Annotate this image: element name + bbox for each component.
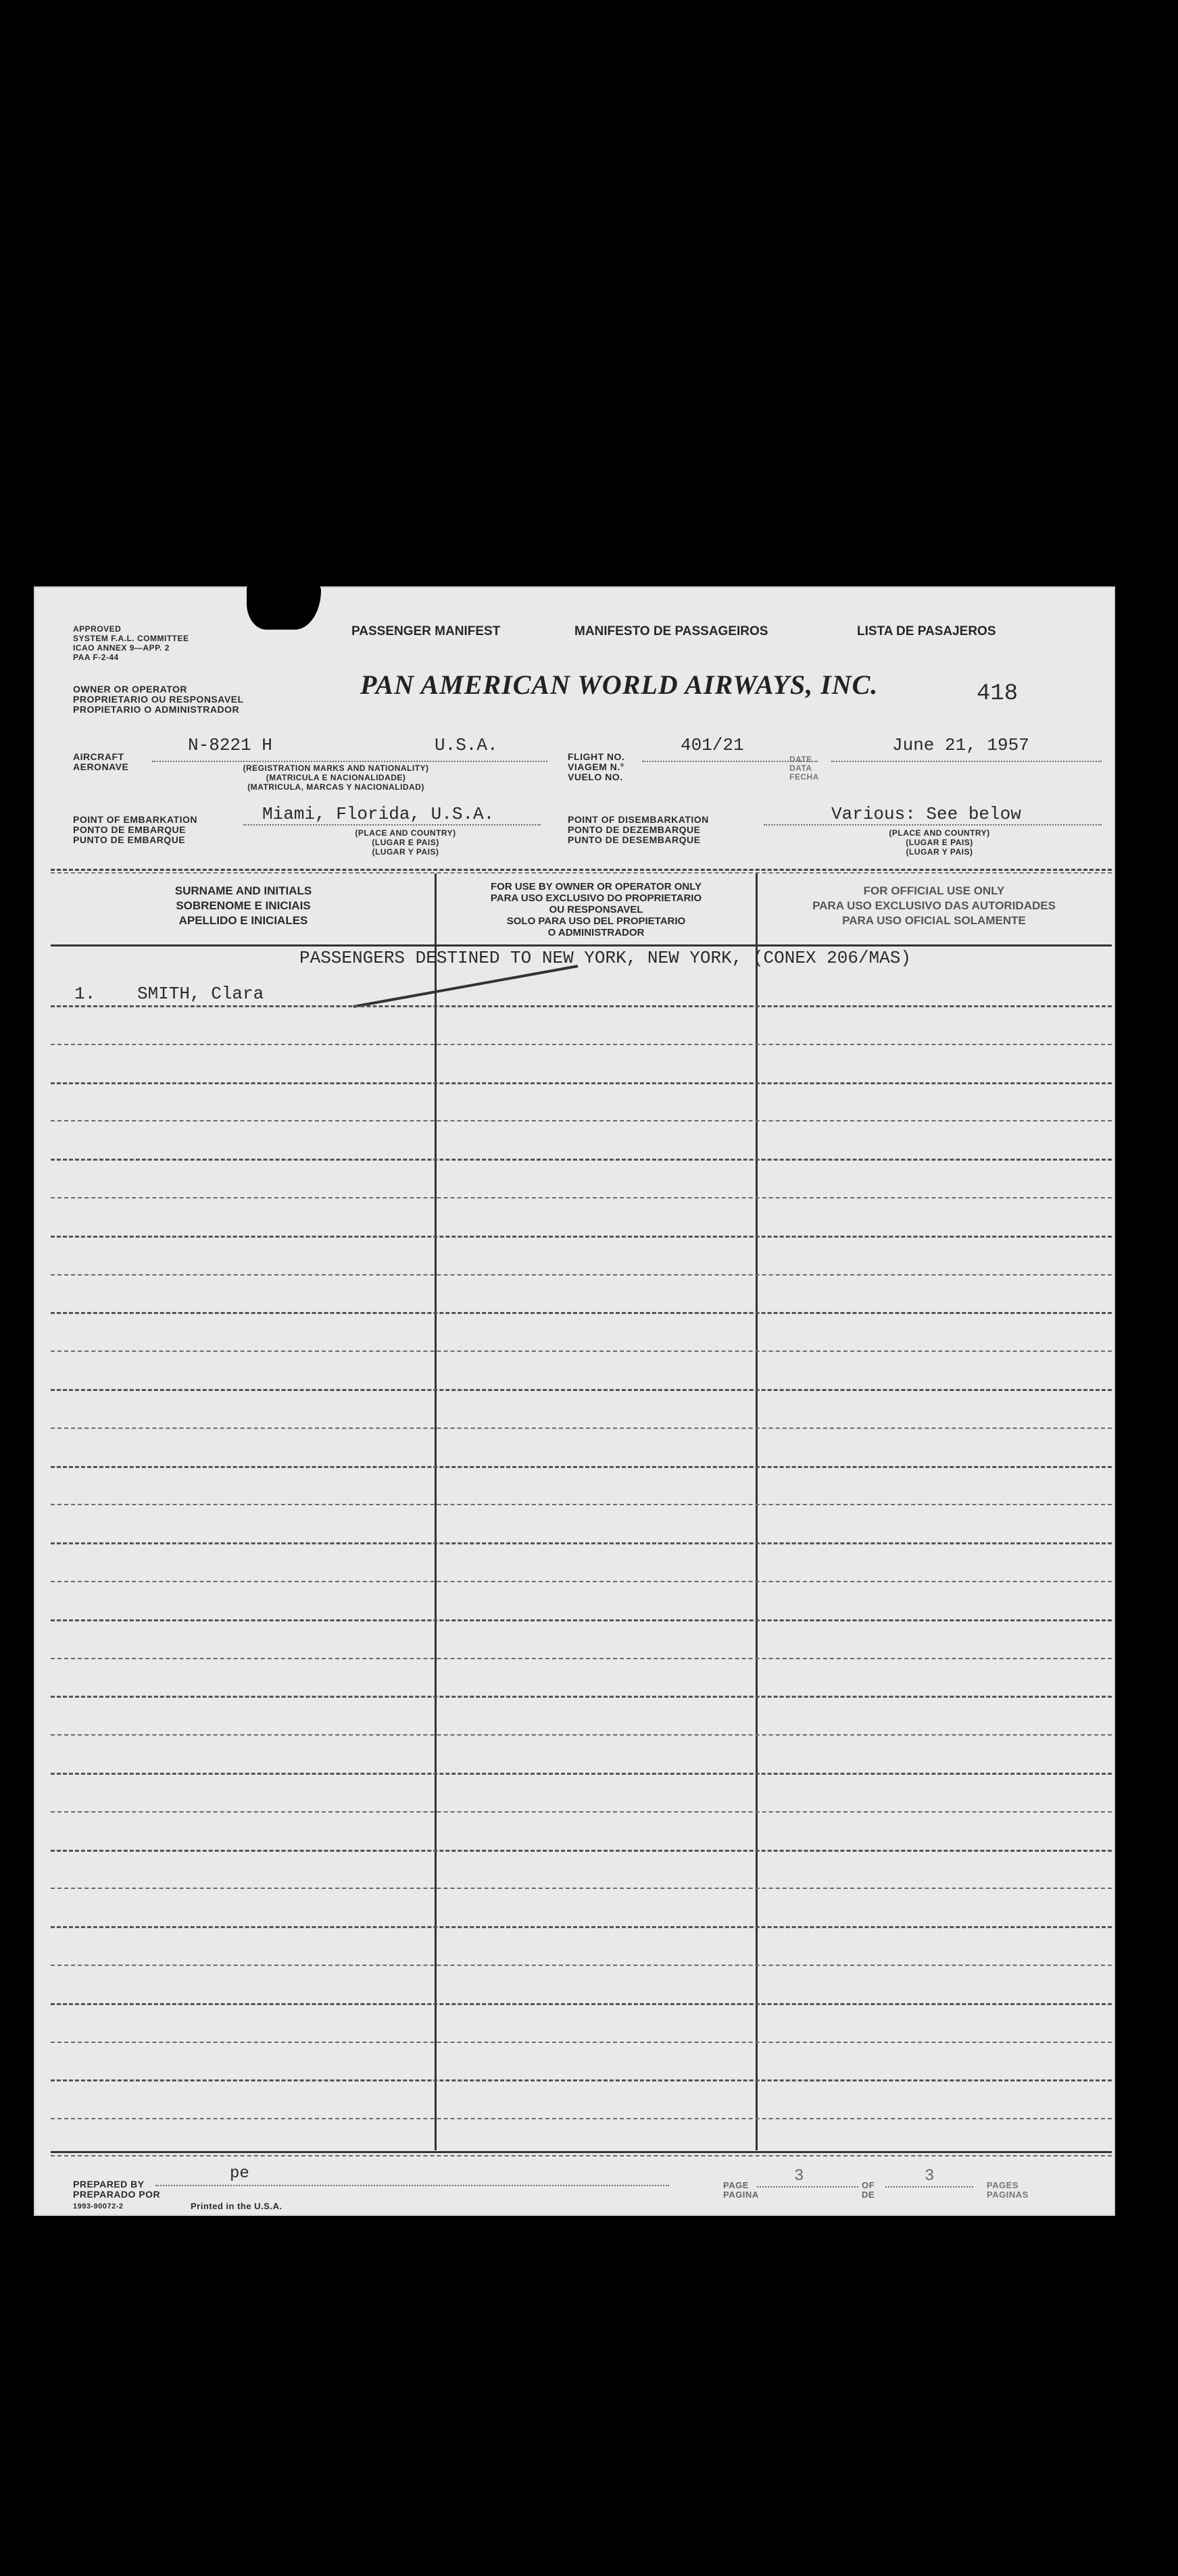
pen-stroke-mark — [351, 963, 581, 1011]
column-header-line: PARA USO EXCLUSIVO DAS AUTORIDADES — [812, 899, 1056, 912]
approval-line: SYSTEM F.A.L. COMMITTEE — [73, 634, 189, 643]
pages-label: PAGINAS — [987, 2190, 1029, 2200]
approval-line: PAA F-2-44 — [73, 653, 119, 662]
row-rule — [51, 1236, 1112, 1238]
row-rule — [51, 1926, 1112, 1928]
disembark-value: Various: See below — [831, 804, 1021, 824]
row-rule — [51, 1197, 1112, 1198]
row-rule — [51, 1044, 1112, 1045]
row-rule — [51, 1120, 1112, 1121]
column-header-operator — [438, 881, 754, 938]
row-rule — [51, 2042, 1112, 2043]
row-rule — [51, 2118, 1112, 2119]
pages-label: PAGES — [987, 2180, 1019, 2190]
aircraft-label: AERONAVE — [73, 761, 129, 772]
row-rule — [51, 1082, 1112, 1084]
registration-sub-label: (MATRICULA E NACIONALIDADE) — [266, 773, 406, 782]
date-label: DATE — [789, 755, 812, 764]
company-name: PAN AMERICAN WORLD AIRWAYS, INC. — [360, 670, 879, 700]
registration-sub-label: (MATRICULA, MARCAS Y NACIONALIDAD) — [247, 782, 424, 792]
column-divider-1 — [435, 874, 437, 2150]
column-header-line: O ADMINISTRADOR — [547, 927, 645, 938]
torn-corner — [247, 584, 321, 630]
prepared-labels — [73, 2179, 160, 2200]
place-sub-label: (LUGAR E PAIS) — [906, 838, 973, 847]
prepared-underline — [155, 2185, 669, 2186]
page-underline — [757, 2186, 858, 2188]
column-header-line: PARA USO EXCLUSIVO DO PROPRIETARIO — [490, 892, 702, 904]
prepared-label: PREPARED BY — [73, 2179, 145, 2190]
row-rule — [51, 1159, 1112, 1161]
embark-label: PONTO DE EMBARQUE — [73, 824, 186, 835]
aircraft-underline — [152, 761, 547, 762]
date-label: FECHA — [789, 772, 819, 782]
column-header-line: FOR USE BY OWNER OR OPERATOR ONLY — [491, 881, 702, 892]
row-rule — [51, 1274, 1112, 1276]
date-label: DATA — [789, 763, 812, 773]
passenger-name: SMITH, Clara — [137, 984, 264, 1004]
page-label: PAGINA — [723, 2190, 759, 2200]
owner-labels — [73, 684, 244, 715]
row-rule — [51, 2003, 1112, 2005]
row-rule — [51, 1619, 1112, 1621]
column-header-line: APELLIDO E INICIALES — [178, 914, 308, 927]
aircraft-label: AIRCRAFT — [73, 751, 124, 762]
disembark-place-labels — [872, 828, 1007, 857]
registration-sub-labels — [224, 763, 447, 792]
embark-value: Miami, Florida, U.S.A. — [262, 804, 495, 824]
flight-number: 401/21 — [681, 735, 744, 755]
row-rule — [51, 1965, 1112, 1966]
manifest-sheet — [34, 586, 1115, 2216]
row-rule — [51, 1389, 1112, 1391]
title-english: PASSENGER MANIFEST — [351, 624, 501, 638]
sheet-number: 418 — [977, 681, 1019, 707]
header-bottom-rule — [51, 944, 1112, 946]
place-sub-label: (PLACE AND COUNTRY) — [355, 828, 456, 838]
disembark-label: PUNTO DE DESEMBARQUE — [568, 834, 701, 845]
title-portuguese: MANIFESTO DE PASSAGEIROS — [574, 624, 768, 638]
approval-line: ICAO ANNEX 9—APP. 2 — [73, 643, 170, 653]
flight-date: June 21, 1957 — [892, 735, 1029, 755]
owner-label: OWNER OR OPERATOR — [73, 684, 187, 694]
row-rule — [51, 1005, 1112, 1007]
date-labels — [789, 755, 819, 782]
column-header-line: SOBRENOME E INICIAIS — [176, 899, 311, 912]
column-header-surname — [54, 884, 433, 928]
aircraft-nationality: U.S.A. — [435, 735, 498, 755]
row-rule — [51, 1734, 1112, 1736]
embark-label: PUNTO DE EMBARQUE — [73, 834, 186, 845]
disembark-label: POINT OF DISEMBARKATION — [568, 814, 709, 825]
form-code: 1993-90072-2 — [73, 2202, 124, 2211]
of-label: OF — [862, 2180, 875, 2190]
title-spanish: LISTA DE PASAJEROS — [857, 624, 996, 638]
prepared-label: PREPARADO POR — [73, 2189, 161, 2200]
approval-line: APPROVED — [73, 624, 122, 634]
column-header-official — [758, 884, 1110, 928]
of-labels — [862, 2181, 875, 2200]
date-underline — [831, 761, 1102, 762]
page-total: 3 — [925, 2167, 935, 2186]
row-rule — [51, 1312, 1112, 1314]
flight-label: VIAGEM N.° — [568, 761, 624, 772]
column-header-line: SOLO PARA USO DEL PROPIETARIO — [506, 915, 686, 927]
page-label: PAGE — [723, 2180, 749, 2190]
place-sub-label: (LUGAR Y PAIS) — [906, 847, 973, 857]
printed-in: Printed in the U.S.A. — [191, 2201, 283, 2211]
column-header-line: PARA USO OFICIAL SOLAMENTE — [842, 914, 1026, 927]
prepared-by: pe — [230, 2165, 249, 2183]
of-label: DE — [862, 2190, 875, 2200]
place-sub-label: (LUGAR Y PAIS) — [372, 847, 439, 857]
page-total-underline — [885, 2186, 973, 2188]
row-rule — [51, 1504, 1112, 1505]
column-header-line: FOR OFFICIAL USE ONLY — [863, 884, 1005, 897]
row-rule — [51, 2079, 1112, 2081]
flight-label: VUELO NO. — [568, 772, 623, 782]
place-sub-label: (LUGAR E PAIS) — [372, 838, 439, 847]
registration-sub-label: (REGISTRATION MARKS AND NATIONALITY) — [243, 763, 429, 773]
aircraft-labels — [73, 752, 128, 772]
page-labels — [723, 2181, 759, 2200]
row-rule — [51, 1658, 1112, 1659]
disembark-labels — [568, 815, 709, 845]
table-bottom-rule-2 — [51, 2155, 1112, 2156]
row-rule — [51, 1350, 1112, 1352]
destination-note: PASSENGERS DESTINED TO NEW YORK, NEW YORK, (CONEX 206/MAS) — [299, 948, 911, 968]
pages-labels — [987, 2181, 1029, 2200]
embark-place-labels — [338, 828, 473, 857]
table-top-rule-2 — [51, 872, 1112, 874]
row-rule — [51, 1696, 1112, 1698]
column-header-line: OU RESPONSAVEL — [549, 904, 643, 915]
passenger-number: 1. — [74, 984, 96, 1004]
table-top-rule — [51, 869, 1112, 871]
table-bottom-rule — [51, 2151, 1112, 2153]
flight-label: FLIGHT NO. — [568, 751, 625, 762]
embark-underline — [243, 824, 541, 826]
disembark-label: PONTO DE DEZEMBARQUE — [568, 824, 701, 835]
column-divider-2 — [756, 874, 758, 2150]
row-rule — [51, 1428, 1112, 1429]
place-sub-label: (PLACE AND COUNTRY) — [889, 828, 990, 838]
embark-labels — [73, 815, 197, 845]
owner-label: PROPRIETARIO OU RESPONSAVEL — [73, 694, 244, 705]
row-rule — [51, 1466, 1112, 1468]
flight-labels — [568, 752, 624, 782]
disembark-underline — [764, 824, 1102, 826]
row-rule — [51, 1773, 1112, 1775]
row-rule — [51, 1850, 1112, 1852]
row-rule — [51, 1888, 1112, 1889]
approval-block — [73, 624, 189, 662]
column-header-line: SURNAME AND INITIALS — [174, 884, 312, 897]
row-rule — [51, 1581, 1112, 1582]
embark-label: POINT OF EMBARKATION — [73, 814, 197, 825]
owner-label: PROPIETARIO O ADMINISTRADOR — [73, 704, 240, 715]
page-number: 3 — [794, 2167, 804, 2186]
row-rule — [51, 1542, 1112, 1544]
aircraft-registration: N-8221 H — [188, 735, 272, 755]
row-rule — [51, 1811, 1112, 1813]
